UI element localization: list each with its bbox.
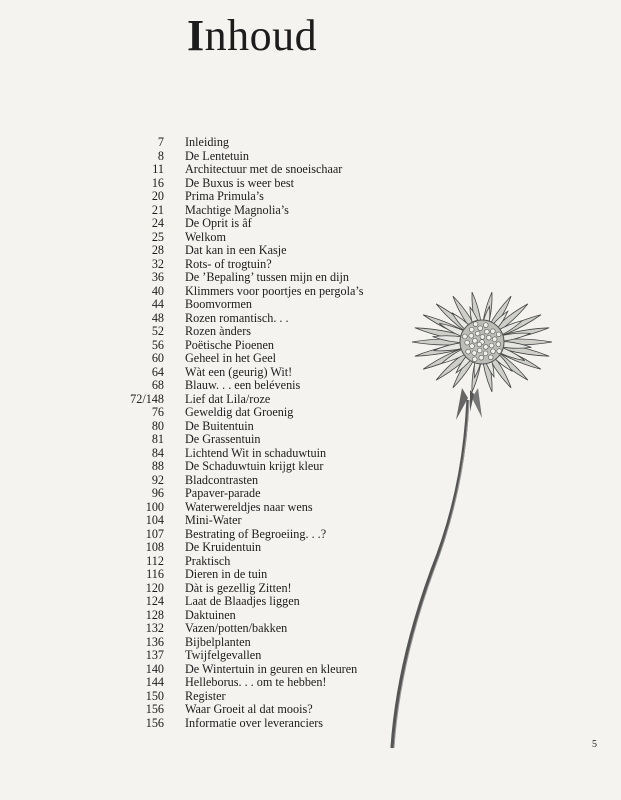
toc-page-number: 156 bbox=[145, 702, 164, 716]
toc-entry bbox=[0, 433, 420, 447]
toc-title: Informatie over leveranciers bbox=[185, 715, 324, 730]
toc-entry bbox=[0, 244, 420, 258]
toc-title: De Buitentuin bbox=[185, 418, 254, 433]
toc-title: Twijfelgevallen bbox=[185, 648, 262, 662]
toc-entry bbox=[0, 676, 420, 690]
toc-title: De Schaduwtuin krijgt kleur bbox=[185, 459, 324, 473]
toc-entry bbox=[0, 217, 420, 231]
toc-title: De ’Bepaling’ tussen mijn en dijn bbox=[185, 270, 349, 284]
toc-title: Helleborus. . . om te hebben! bbox=[185, 675, 327, 689]
toc-page-number: 100 bbox=[145, 499, 164, 514]
toc-title: Bestrating of Begroeiing. . .? bbox=[185, 526, 327, 541]
toc-title: Architectuur met de snoeischaar bbox=[185, 162, 343, 176]
toc-page-number: 81 bbox=[151, 432, 164, 446]
toc-entry bbox=[0, 636, 420, 650]
toc-page-number: 24 bbox=[151, 216, 164, 230]
toc-entry bbox=[0, 487, 420, 501]
toc-page-number: 21 bbox=[151, 202, 164, 217]
toc-entry bbox=[0, 541, 420, 555]
toc-entry bbox=[0, 150, 420, 164]
toc-title: De Oprit is âf bbox=[185, 216, 252, 230]
toc-entry bbox=[0, 528, 420, 542]
toc-title: Geweldig dat Groenig bbox=[185, 405, 294, 419]
toc-entry bbox=[0, 703, 420, 717]
toc-title: Daktuinen bbox=[185, 607, 236, 622]
toc-title: Rots- of trogtuin? bbox=[185, 256, 272, 271]
toc-entry bbox=[0, 649, 420, 663]
toc-title: Wàt een (geurig) Wit! bbox=[185, 364, 293, 379]
flower-illustration bbox=[370, 270, 590, 750]
toc-entry bbox=[0, 568, 420, 582]
toc-entry bbox=[0, 582, 420, 596]
toc-entry bbox=[0, 420, 420, 434]
toc-title: Papaver-parade bbox=[185, 486, 261, 500]
toc-title: Praktisch bbox=[185, 553, 231, 568]
toc-entry bbox=[0, 325, 420, 339]
toc-page-number: 68 bbox=[151, 378, 164, 392]
toc-entry bbox=[0, 285, 420, 299]
toc-entry bbox=[0, 501, 420, 515]
toc-entry bbox=[0, 271, 420, 285]
toc-page-number: 32 bbox=[151, 256, 164, 271]
toc-title: De Grassentuin bbox=[185, 432, 261, 446]
toc-page-number: 92 bbox=[151, 472, 164, 487]
toc-page-number: 52 bbox=[151, 324, 164, 338]
toc-title: Register bbox=[185, 688, 226, 703]
toc-entry bbox=[0, 595, 420, 609]
toc-title: Poëtische Pioenen bbox=[185, 337, 275, 352]
toc-title: Boomvormen bbox=[185, 297, 253, 311]
toc-entry bbox=[0, 366, 420, 380]
toc-title: Rozen romantisch. . . bbox=[185, 310, 289, 325]
toc-title: Dieren in de tuin bbox=[185, 567, 268, 581]
toc-page-number: 11 bbox=[152, 162, 164, 176]
toc-page-number: 64 bbox=[151, 364, 164, 379]
toc-entry bbox=[0, 163, 420, 177]
toc-entry bbox=[0, 555, 420, 569]
toc-page-number: 44 bbox=[151, 297, 164, 311]
toc-page-number: 112 bbox=[146, 553, 164, 568]
toc-entry bbox=[0, 258, 420, 272]
toc-entry bbox=[0, 690, 420, 704]
toc-title: Machtige Magnolia’s bbox=[185, 202, 289, 217]
toc-title: Blauw. . . een belévenis bbox=[185, 378, 301, 392]
toc-page-number: 116 bbox=[146, 567, 164, 581]
toc-page-number: 40 bbox=[151, 283, 164, 298]
toc-page-number: 120 bbox=[145, 580, 164, 595]
toc-page-number: 28 bbox=[151, 243, 164, 257]
title-rest: nhoud bbox=[204, 11, 318, 60]
toc-page-number: 132 bbox=[145, 621, 164, 635]
toc-title: Lichtend Wit in schaduwtuin bbox=[185, 445, 327, 460]
toc-title: Klimmers voor poortjes en pergola’s bbox=[185, 283, 364, 298]
toc-entry bbox=[0, 231, 420, 245]
toc-entry bbox=[0, 406, 420, 420]
toc-page-number: 8 bbox=[157, 148, 164, 163]
toc-page-number: 16 bbox=[151, 175, 164, 190]
toc-page-number: 124 bbox=[145, 594, 164, 608]
toc-entry bbox=[0, 379, 420, 393]
toc-page-number: 156 bbox=[145, 715, 164, 730]
toc-page-number: 20 bbox=[151, 189, 164, 203]
toc-title: Dàt is gezellig Zitten! bbox=[185, 580, 292, 595]
toc-title: Geheel in het Geel bbox=[185, 351, 277, 365]
toc-page-number: 56 bbox=[151, 337, 164, 352]
toc-entry bbox=[0, 514, 420, 528]
toc-page-number: 104 bbox=[145, 513, 164, 527]
toc-title: Welkom bbox=[185, 229, 226, 244]
toc-page-number: 96 bbox=[151, 486, 164, 500]
title-initial: I bbox=[187, 11, 205, 60]
toc-page-number: 128 bbox=[145, 607, 164, 622]
toc-title: Mini-Water bbox=[185, 513, 242, 527]
toc-page-number: 25 bbox=[151, 229, 164, 244]
toc-page-number: 140 bbox=[145, 661, 164, 676]
toc-entry bbox=[0, 298, 420, 312]
toc-entry bbox=[0, 447, 420, 461]
toc-page-number: 88 bbox=[151, 459, 164, 473]
toc-entry bbox=[0, 190, 420, 204]
toc-entry bbox=[0, 204, 420, 218]
toc-entry bbox=[0, 609, 420, 623]
toc-page-number: 7 bbox=[157, 135, 164, 149]
table-of-contents bbox=[0, 136, 420, 730]
toc-page-number: 48 bbox=[151, 310, 164, 325]
toc-title: Waar Groeit al dat moois? bbox=[185, 702, 313, 716]
toc-page-number: 107 bbox=[145, 526, 164, 541]
toc-page-number: 136 bbox=[145, 634, 164, 649]
toc-title: Inleiding bbox=[185, 135, 230, 149]
toc-page-number: 144 bbox=[145, 675, 164, 689]
toc-entry bbox=[0, 460, 420, 474]
toc-entry bbox=[0, 352, 420, 366]
toc-page-number: 36 bbox=[151, 270, 164, 284]
toc-title: Dat kan in een Kasje bbox=[185, 243, 287, 257]
toc-title: De Kruidentuin bbox=[185, 540, 262, 554]
toc-entry bbox=[0, 663, 420, 677]
toc-title: De Lentetuin bbox=[185, 148, 249, 163]
toc-title: Lief dat Lila/roze bbox=[185, 391, 271, 406]
toc-entry bbox=[0, 393, 420, 407]
toc-title: De Buxus is weer best bbox=[185, 175, 294, 190]
toc-title: Bladcontrasten bbox=[185, 472, 259, 487]
toc-title: Bijbelplanten bbox=[185, 634, 251, 649]
toc-title: Laat de Blaadjes liggen bbox=[185, 594, 300, 608]
toc-page-number: 72/148 bbox=[130, 391, 164, 406]
toc-page-number: 137 bbox=[145, 648, 164, 662]
toc-title: Rozen ànders bbox=[185, 324, 251, 338]
toc-title: Waterwereldjes naar wens bbox=[185, 499, 313, 514]
toc-entry bbox=[0, 136, 420, 150]
toc-entry bbox=[0, 717, 420, 731]
toc-page-number: 76 bbox=[151, 405, 164, 419]
toc-entry bbox=[0, 622, 420, 636]
toc-entry bbox=[0, 474, 420, 488]
toc-entry bbox=[0, 339, 420, 353]
toc-page-number: 150 bbox=[145, 688, 164, 703]
toc-entry bbox=[0, 312, 420, 326]
toc-title: De Wintertuin in geuren en kleuren bbox=[185, 661, 358, 676]
toc-title: Vazen/potten/bakken bbox=[185, 621, 288, 635]
toc-title: Prima Primula’s bbox=[185, 189, 264, 203]
toc-page-number: 80 bbox=[151, 418, 164, 433]
toc-page-number: 84 bbox=[151, 445, 164, 460]
page-title bbox=[187, 12, 317, 60]
toc-page-number: 60 bbox=[151, 351, 164, 365]
toc-entry bbox=[0, 177, 420, 191]
toc-page-number: 108 bbox=[145, 540, 164, 554]
page-number: 5 bbox=[592, 739, 597, 750]
